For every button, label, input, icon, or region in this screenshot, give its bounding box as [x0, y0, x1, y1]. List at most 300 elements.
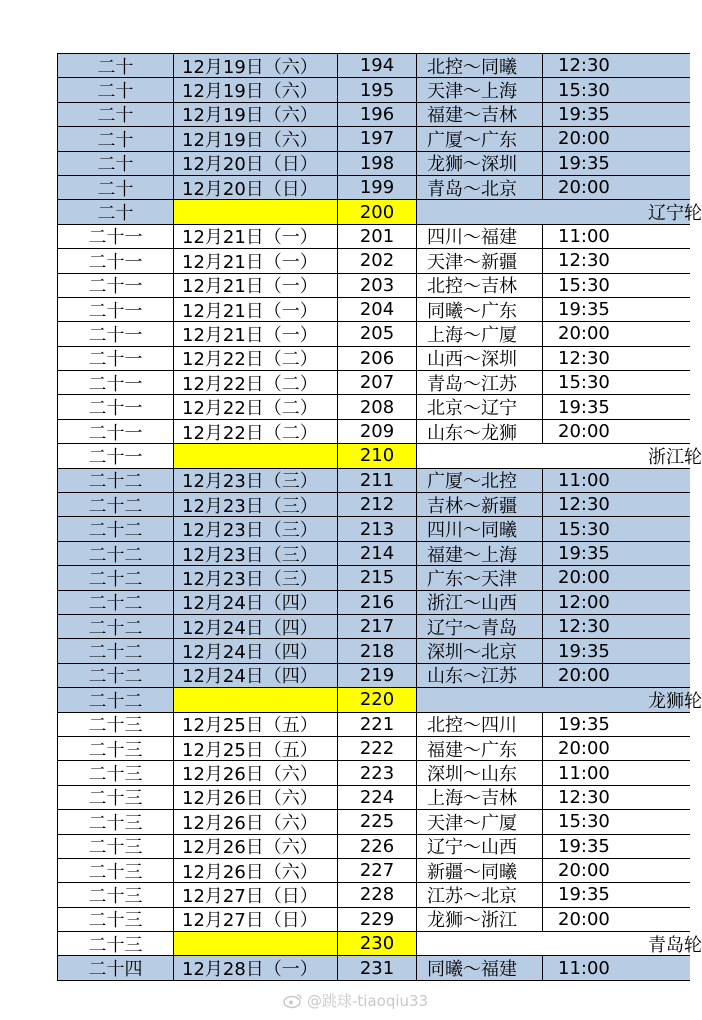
date-cell-text: 12月21日（一）	[182, 251, 318, 273]
date-cell	[173, 639, 337, 662]
table-row	[57, 615, 690, 639]
table-row	[57, 835, 690, 859]
date-cell-text: 12月23日（三）	[182, 520, 318, 542]
table-row	[57, 883, 690, 907]
date-cell-text: 12月20日（日）	[182, 178, 318, 200]
date-cell	[173, 591, 337, 614]
round-cell	[57, 152, 173, 175]
game-number-cell-text: 229	[359, 908, 395, 930]
time-cell-text: 11:00	[558, 225, 610, 247]
matchup-cell	[416, 737, 542, 760]
date-cell-text: 12月27日（日）	[182, 910, 318, 932]
date-cell	[173, 78, 337, 101]
time-cell	[542, 956, 690, 979]
matchup-cell	[416, 883, 542, 906]
date-cell-text: 12月21日（一）	[182, 276, 318, 298]
matchup-cell-text: 广厦～北控	[427, 471, 517, 493]
round-cell	[57, 225, 173, 248]
time-cell	[542, 103, 690, 126]
matchup-cell	[416, 810, 542, 833]
game-number-cell-text: 216	[359, 591, 395, 613]
round-cell	[57, 103, 173, 126]
date-cell-text: 12月21日（一）	[182, 325, 318, 346]
matchup-cell	[416, 639, 542, 662]
matchup-cell	[416, 664, 542, 687]
date-cell-text: 12月22日（二）	[182, 398, 318, 420]
game-number-cell-text: 217	[359, 616, 395, 638]
time-cell	[542, 322, 690, 345]
date-cell	[173, 615, 337, 638]
bye-note-cell	[416, 932, 702, 956]
game-number-cell	[337, 127, 416, 150]
time-cell	[542, 810, 690, 833]
time-cell-text: 12:30	[558, 494, 610, 516]
date-cell	[173, 664, 337, 687]
matchup-cell	[416, 298, 542, 321]
game-number-cell-text: 205	[359, 323, 395, 345]
game-number-cell-text: 206	[359, 347, 395, 369]
round-cell	[57, 688, 173, 711]
round-cell-text: 二十三	[88, 715, 143, 737]
matchup-cell-text: 龙狮～浙江	[427, 910, 517, 932]
round-cell-text: 二十三	[88, 812, 143, 834]
round-cell-text: 二十一	[88, 446, 143, 468]
game-number-cell-text: 208	[359, 396, 395, 418]
matchup-cell	[416, 591, 542, 614]
matchup-cell-text: 天津～新疆	[427, 251, 517, 273]
game-number-cell	[337, 786, 416, 809]
game-number-cell	[337, 200, 416, 223]
game-number-cell	[337, 395, 416, 418]
table-row	[57, 956, 690, 980]
matchup-cell-text: 山东～江苏	[427, 666, 517, 688]
date-cell-text: 12月25日（五）	[182, 739, 318, 761]
round-cell	[57, 54, 173, 77]
matchup-cell-text: 天津～上海	[427, 81, 517, 103]
matchup-cell	[416, 835, 542, 858]
time-cell-text: 19:35	[558, 396, 610, 418]
matchup-cell-text: 山东～龙狮	[427, 422, 517, 444]
time-cell-text: 20:00	[558, 860, 610, 882]
matchup-cell	[416, 127, 542, 150]
time-cell	[542, 395, 690, 418]
date-cell-text: 12月28日（一）	[182, 959, 318, 981]
date-cell-text: 12月26日（六）	[182, 812, 318, 834]
game-number-cell-text: 222	[359, 738, 395, 760]
matchup-cell-text: 江苏～北京	[427, 885, 517, 907]
time-cell	[542, 274, 690, 297]
time-cell-text: 15:30	[558, 274, 610, 296]
round-cell	[57, 274, 173, 297]
watermark-text: @跳球-tiaoqiu33	[307, 992, 429, 1010]
round-cell-text: 二十三	[88, 739, 143, 761]
round-cell	[57, 200, 173, 223]
round-cell-text: 二十二	[88, 666, 143, 688]
matchup-cell-text: 天津～广厦	[427, 812, 517, 834]
table-row	[57, 786, 690, 810]
round-cell-text: 二十一	[88, 373, 143, 395]
matchup-cell	[416, 786, 542, 809]
round-cell-text: 二十一	[88, 300, 143, 322]
date-cell	[173, 200, 337, 223]
time-cell-text: 12:30	[558, 347, 610, 369]
round-cell-text: 二十一	[88, 251, 143, 273]
date-cell-text: 12月22日（二）	[182, 349, 318, 371]
table-row	[57, 152, 690, 176]
game-number-cell	[337, 956, 416, 979]
time-cell-text: 19:35	[558, 713, 610, 735]
time-cell	[542, 469, 690, 492]
table-row	[57, 420, 690, 444]
round-cell-text: 二十	[97, 203, 134, 225]
matchup-cell	[416, 615, 542, 638]
time-cell	[542, 78, 690, 101]
table-row	[57, 737, 690, 761]
game-number-cell	[337, 883, 416, 906]
table-row	[57, 493, 690, 517]
matchup-cell-text: 青岛～江苏	[427, 373, 517, 395]
bye-note-cell-text: 辽宁轮	[648, 203, 702, 225]
table-row	[57, 810, 690, 834]
matchup-cell	[416, 956, 542, 979]
date-cell-text: 12月22日（二）	[182, 373, 318, 395]
game-number-cell-text: 230	[359, 933, 395, 955]
game-number-cell-text: 210	[359, 445, 395, 467]
time-cell-text: 19:35	[558, 152, 610, 174]
matchup-cell-text: 广东～天津	[427, 568, 517, 590]
time-cell	[542, 615, 690, 638]
matchup-cell-text: 龙狮～深圳	[427, 154, 517, 176]
bye-note-cell	[416, 444, 702, 468]
game-number-cell	[337, 688, 416, 711]
game-number-cell	[337, 493, 416, 516]
round-cell-text: 二十三	[88, 861, 143, 883]
game-number-cell-text: 196	[359, 103, 395, 125]
bye-row	[57, 932, 702, 956]
matchup-cell	[416, 152, 542, 175]
game-number-cell	[337, 298, 416, 321]
round-cell-text: 二十二	[88, 593, 143, 615]
date-cell-text: 12月21日（一）	[182, 300, 318, 322]
game-number-cell-text: 211	[359, 469, 395, 491]
date-cell	[173, 395, 337, 418]
time-cell-text: 19:35	[558, 835, 610, 857]
game-number-cell-text: 201	[359, 225, 395, 247]
game-number-cell	[337, 932, 416, 955]
round-cell-text: 二十一	[88, 349, 143, 371]
game-number-cell-text: 213	[359, 518, 395, 540]
matchup-cell	[416, 395, 542, 418]
game-number-cell	[337, 859, 416, 882]
round-cell	[57, 737, 173, 760]
game-number-cell	[337, 737, 416, 760]
time-cell-text: 19:35	[558, 884, 610, 906]
date-cell	[173, 176, 337, 199]
time-cell-text: 20:00	[558, 664, 610, 686]
date-cell-text: 12月24日（四）	[182, 642, 318, 664]
time-cell-text: 20:00	[558, 421, 610, 443]
game-number-cell-text: 209	[359, 421, 395, 443]
matchup-cell-text: 辽宁～山西	[427, 837, 517, 859]
game-number-cell	[337, 835, 416, 858]
time-cell	[542, 542, 690, 565]
bye-note-cell	[416, 688, 702, 712]
matchup-cell-text: 青岛～北京	[427, 178, 517, 200]
time-cell-text: 15:30	[558, 811, 610, 833]
time-cell-text: 19:35	[558, 103, 610, 125]
schedule-table	[57, 53, 702, 981]
game-number-cell-text: 215	[359, 567, 395, 589]
time-cell-text: 20:00	[558, 177, 610, 199]
matchup-cell-text: 福建～吉林	[427, 105, 517, 127]
date-cell-text: 12月27日（日）	[182, 885, 318, 907]
date-cell-text: 12月23日（三）	[182, 471, 318, 493]
bye-note-cell-text: 龙狮轮	[648, 690, 702, 712]
game-number-cell-text: 204	[359, 299, 395, 321]
matchup-cell	[416, 908, 542, 931]
time-cell	[542, 127, 690, 150]
game-number-cell-text: 202	[359, 250, 395, 272]
date-cell	[173, 956, 337, 979]
game-number-cell-text: 207	[359, 372, 395, 394]
table-row	[57, 566, 690, 590]
round-cell-text: 二十三	[88, 934, 143, 956]
game-number-cell-text: 223	[359, 762, 395, 784]
game-number-cell-text: 221	[359, 713, 395, 735]
date-cell-text: 12月26日（六）	[182, 764, 318, 786]
matchup-cell-text: 同曦～福建	[427, 959, 517, 981]
date-cell	[173, 371, 337, 394]
round-cell-text: 二十三	[88, 837, 143, 859]
time-cell	[542, 713, 690, 736]
round-cell	[57, 956, 173, 979]
round-cell	[57, 469, 173, 492]
game-number-cell	[337, 225, 416, 248]
table-row	[57, 54, 690, 78]
time-cell	[542, 225, 690, 248]
round-cell	[57, 127, 173, 150]
date-cell	[173, 274, 337, 297]
time-cell	[542, 566, 690, 589]
game-number-cell	[337, 469, 416, 492]
time-cell-text: 19:35	[558, 640, 610, 662]
round-cell-text: 二十	[97, 105, 134, 127]
round-cell	[57, 517, 173, 540]
round-cell	[57, 835, 173, 858]
matchup-cell	[416, 54, 542, 77]
game-number-cell-text: 200	[359, 201, 395, 223]
matchup-cell	[416, 517, 542, 540]
bye-note-cell-text: 浙江轮	[648, 446, 702, 468]
round-cell-text: 二十	[97, 178, 134, 200]
round-cell	[57, 566, 173, 589]
time-cell	[542, 591, 690, 614]
bye-note-cell	[416, 200, 702, 225]
table-row	[57, 322, 690, 346]
date-cell	[173, 225, 337, 248]
date-cell	[173, 517, 337, 540]
matchup-cell	[416, 859, 542, 882]
time-cell	[542, 176, 690, 199]
matchup-cell	[416, 274, 542, 297]
date-cell-text: 12月19日（六）	[182, 81, 318, 103]
matchup-cell-text: 广厦～广东	[427, 129, 517, 151]
round-cell-text: 二十一	[88, 227, 143, 249]
time-cell-text: 11:00	[558, 469, 610, 491]
table-row	[57, 127, 690, 151]
time-cell	[542, 639, 690, 662]
date-cell-text: 12月23日（三）	[182, 495, 318, 517]
round-cell	[57, 78, 173, 101]
round-cell	[57, 859, 173, 882]
matchup-cell-text: 浙江～山西	[427, 593, 517, 615]
time-cell-text: 15:30	[558, 518, 610, 540]
matchup-cell	[416, 566, 542, 589]
game-number-cell	[337, 542, 416, 565]
matchup-cell-text: 深圳～山东	[427, 764, 517, 786]
round-cell	[57, 249, 173, 272]
game-number-cell-text: 194	[359, 55, 395, 77]
round-cell-text: 二十一	[88, 325, 143, 346]
table-row	[57, 395, 690, 419]
table-row	[57, 298, 690, 322]
time-cell-text: 12:00	[558, 591, 610, 613]
date-cell-text: 12月26日（六）	[182, 788, 318, 810]
round-cell-text: 二十二	[88, 642, 143, 664]
matchup-cell	[416, 225, 542, 248]
date-cell	[173, 883, 337, 906]
round-cell-text: 二十二	[88, 690, 143, 712]
game-number-cell	[337, 664, 416, 687]
round-cell	[57, 908, 173, 931]
round-cell	[57, 371, 173, 394]
matchup-cell	[416, 420, 542, 443]
matchup-cell	[416, 371, 542, 394]
date-cell-text: 12月19日（六）	[182, 129, 318, 151]
game-number-cell-text: 198	[359, 152, 395, 174]
date-cell	[173, 932, 337, 955]
time-cell-text: 12:30	[558, 250, 610, 272]
time-cell	[542, 371, 690, 394]
round-cell-text: 二十二	[88, 617, 143, 639]
date-cell	[173, 127, 337, 150]
round-cell	[57, 347, 173, 370]
date-cell	[173, 152, 337, 175]
round-cell	[57, 542, 173, 565]
time-cell	[542, 347, 690, 370]
round-cell-text: 二十二	[88, 544, 143, 566]
matchup-cell	[416, 761, 542, 784]
round-cell-text: 二十二	[88, 495, 143, 517]
matchup-cell-text: 北京～辽宁	[427, 398, 517, 420]
game-number-cell	[337, 54, 416, 77]
time-cell	[542, 420, 690, 443]
date-cell	[173, 54, 337, 77]
table-row	[57, 542, 690, 566]
round-cell-text: 二十	[97, 129, 134, 151]
game-number-cell	[337, 444, 416, 467]
round-cell	[57, 176, 173, 199]
game-number-cell-text: 227	[359, 860, 395, 882]
date-cell-text: 12月24日（四）	[182, 593, 318, 615]
matchup-cell	[416, 713, 542, 736]
date-cell	[173, 761, 337, 784]
matchup-cell-text: 北控～四川	[427, 715, 517, 737]
game-number-cell-text: 197	[359, 128, 395, 150]
round-cell	[57, 591, 173, 614]
game-number-cell-text: 220	[359, 689, 395, 711]
time-cell	[542, 786, 690, 809]
time-cell-text: 12:30	[558, 616, 610, 638]
round-cell-text: 二十二	[88, 568, 143, 590]
date-cell	[173, 298, 337, 321]
time-cell-text: 20:00	[558, 567, 610, 589]
game-number-cell-text: 218	[359, 640, 395, 662]
game-number-cell-text: 195	[359, 79, 395, 101]
date-cell	[173, 566, 337, 589]
table-row	[57, 517, 690, 541]
matchup-cell-text: 上海～吉林	[427, 788, 517, 810]
table-row	[57, 761, 690, 785]
date-cell	[173, 493, 337, 516]
table-row	[57, 249, 690, 273]
time-cell	[542, 883, 690, 906]
date-cell	[173, 103, 337, 126]
game-number-cell-text: 219	[359, 664, 395, 686]
date-cell-text: 12月20日（日）	[182, 154, 318, 176]
watermark	[283, 990, 428, 1011]
date-cell	[173, 249, 337, 272]
date-cell	[173, 835, 337, 858]
round-cell	[57, 615, 173, 638]
date-cell-text: 12月24日（四）	[182, 617, 318, 639]
round-cell	[57, 298, 173, 321]
matchup-cell	[416, 469, 542, 492]
game-number-cell	[337, 152, 416, 175]
date-cell-text: 12月23日（三）	[182, 568, 318, 590]
round-cell	[57, 420, 173, 443]
table-row	[57, 639, 690, 663]
round-cell-text: 二十	[97, 154, 134, 176]
game-number-cell-text: 199	[359, 177, 395, 199]
matchup-cell	[416, 103, 542, 126]
round-cell-text: 二十二	[88, 520, 143, 542]
matchup-cell	[416, 78, 542, 101]
round-cell	[57, 395, 173, 418]
date-cell	[173, 420, 337, 443]
date-cell-text: 12月21日（一）	[182, 227, 318, 249]
game-number-cell	[337, 347, 416, 370]
time-cell-text: 12:30	[558, 786, 610, 808]
game-number-cell	[337, 322, 416, 345]
matchup-cell-text: 新疆～同曦	[427, 861, 517, 883]
date-cell	[173, 713, 337, 736]
matchup-cell-text: 深圳～北京	[427, 642, 517, 664]
game-number-cell-text: 225	[359, 811, 395, 833]
table-row	[57, 225, 690, 249]
table-row	[57, 591, 690, 615]
round-cell	[57, 322, 173, 345]
table-row	[57, 859, 690, 883]
date-cell	[173, 859, 337, 882]
round-cell	[57, 761, 173, 784]
bye-row	[57, 200, 702, 225]
date-cell-text: 12月23日（三）	[182, 544, 318, 566]
game-number-cell	[337, 713, 416, 736]
game-number-cell	[337, 103, 416, 126]
round-cell	[57, 664, 173, 687]
round-cell-text: 二十三	[88, 788, 143, 810]
